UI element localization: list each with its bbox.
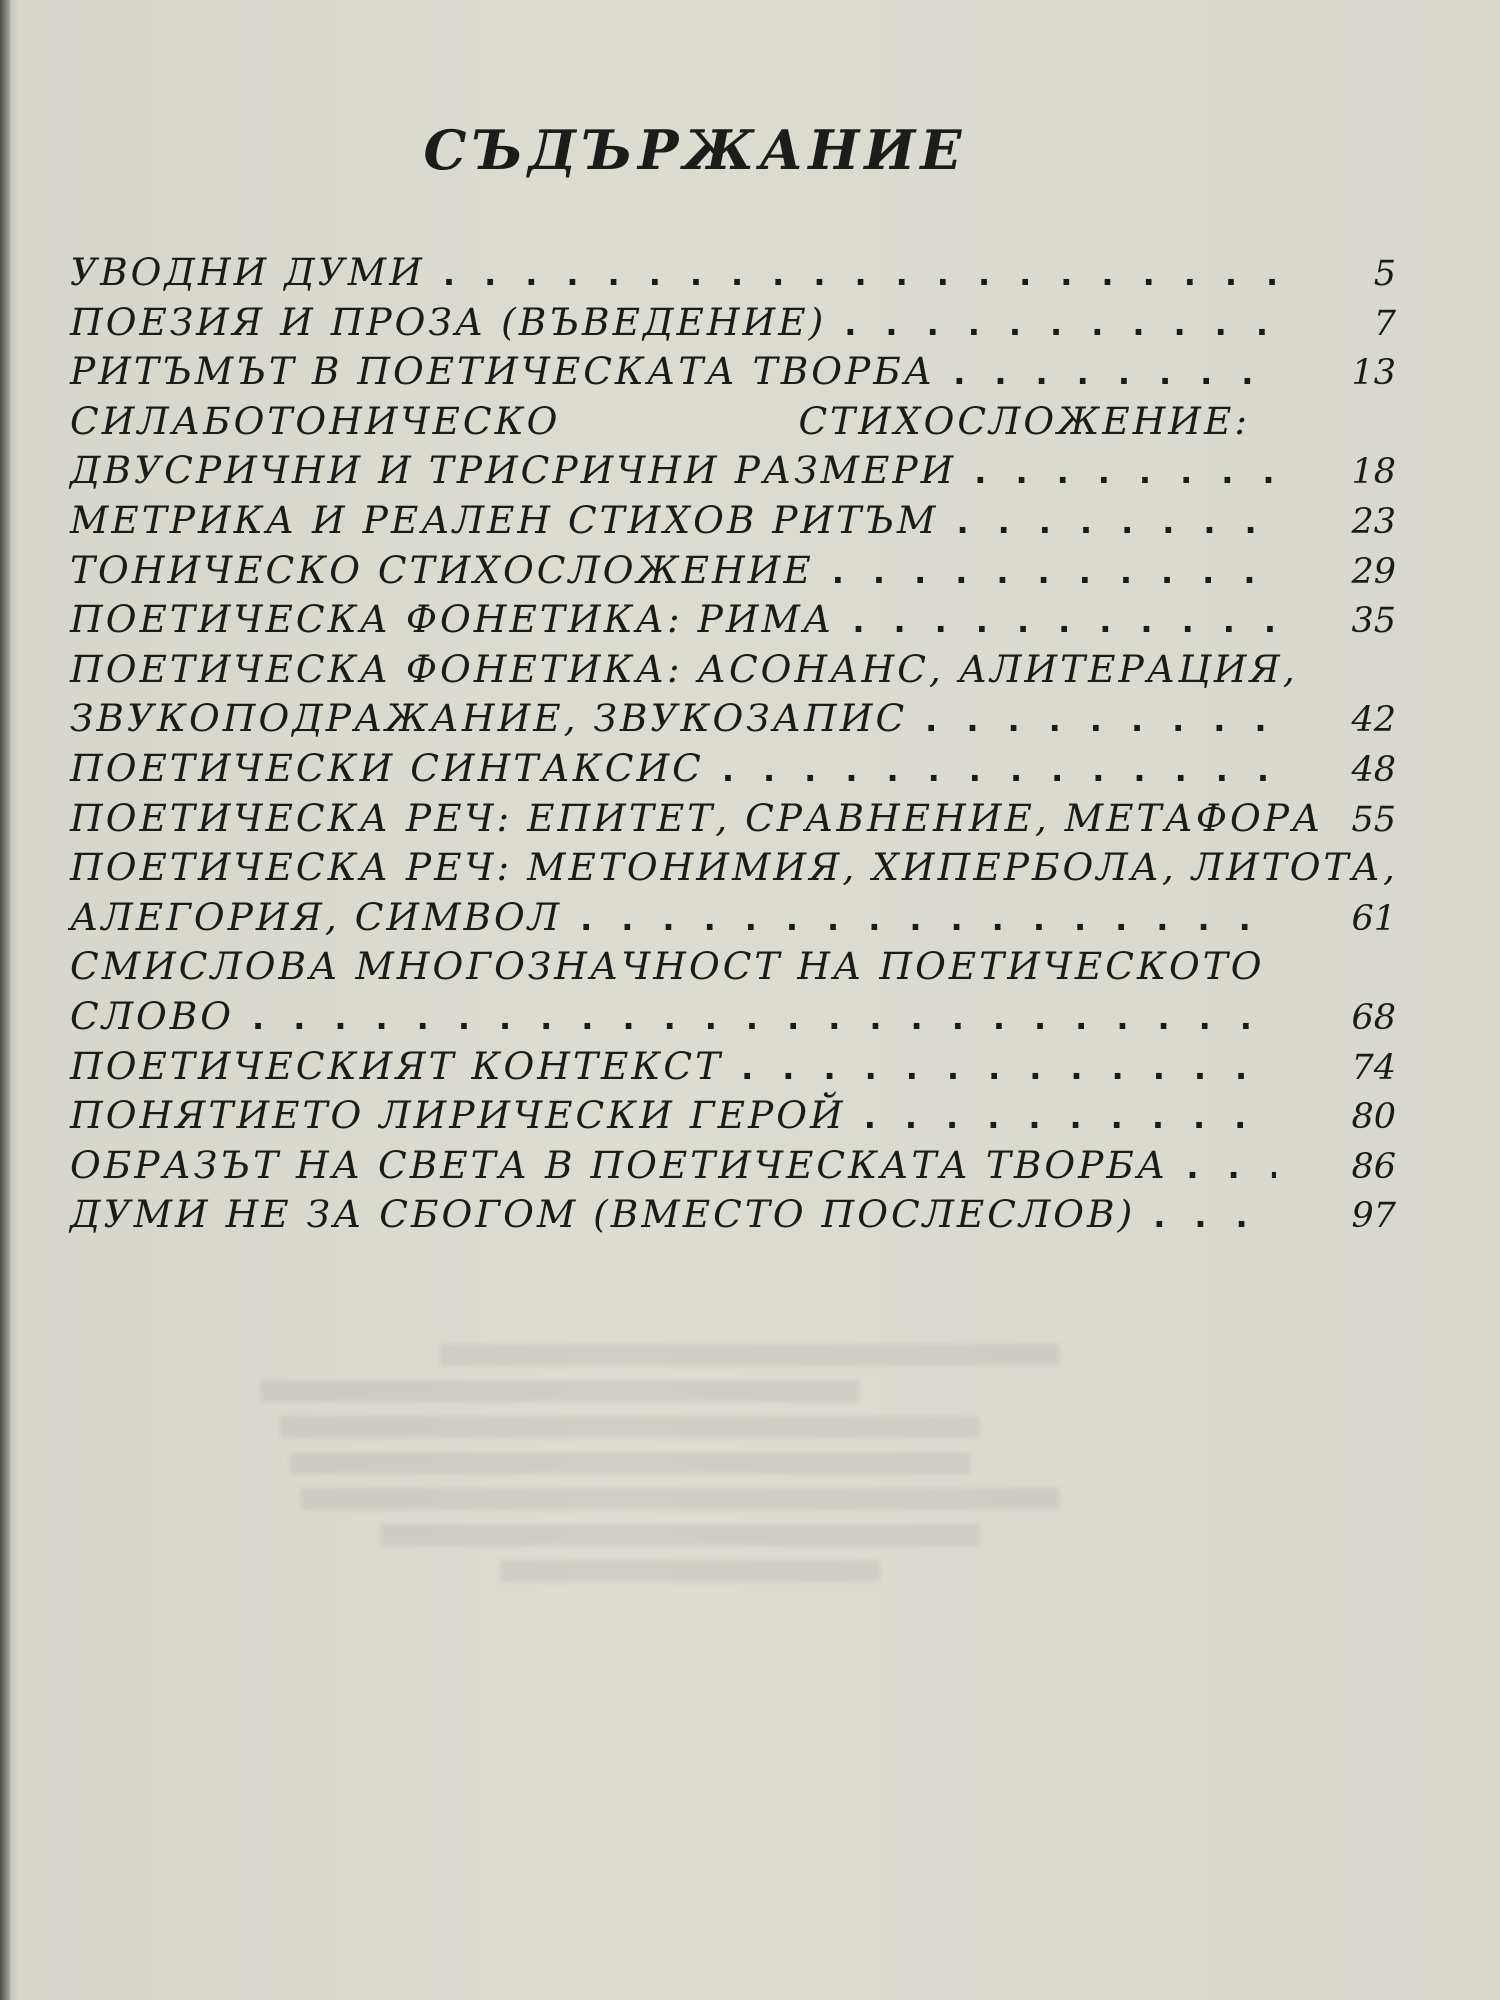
toc-entry [70, 843, 1400, 942]
toc-entry-title: ПОЕТИЧЕСКА ФОНЕТИКА: АСОНАНС, АЛИТЕРАЦИЯ, [70, 646, 1298, 691]
dot-leader [562, 895, 1276, 945]
toc-entry-title: УВОДНИ ДУМИ [70, 250, 425, 294]
toc-entry [70, 347, 1400, 397]
dot-leader [834, 597, 1276, 647]
toc-entry-title: ПОЕТИЧЕСКА РЕЧ: МЕТОНИМИЯ, ХИПЕРБОЛА, ЛИТОТА, [70, 845, 1398, 890]
dot-leader [826, 300, 1276, 350]
toc-line [70, 446, 1400, 496]
toc-entry-title: ПОНЯТИЕТО ЛИРИЧЕСКИ ГЕРОЙ [70, 1093, 846, 1138]
toc-line [70, 794, 1400, 844]
toc-line [70, 893, 1400, 943]
toc-entry-title: СЛОВО [70, 993, 235, 1038]
toc-entry-title: ДУМИ НЕ ЗА СБОГОМ (ВМЕСТО ПОСЛЕСЛОВ) [70, 1192, 1136, 1237]
page-number: 74 [1351, 1047, 1396, 1088]
toc-line [70, 248, 1400, 298]
toc-entry-title: ПОЕТИЧЕСКИ СИНТАКСИС [70, 745, 704, 790]
toc-entry-title: МЕТРИКА И РЕАЛЕН СТИХОВ РИТЪМ [70, 497, 939, 542]
toc-line [70, 744, 1400, 794]
page-number: 86 [1351, 1146, 1396, 1187]
dot-leader [234, 994, 1276, 1044]
table-of-contents [70, 248, 1400, 1240]
dot-leader [907, 696, 1276, 746]
page-number: 23 [1351, 501, 1396, 542]
toc-entry [70, 645, 1400, 744]
page-binding-shadow [0, 0, 10, 2000]
toc-line [70, 496, 1400, 546]
page-number: 48 [1351, 749, 1396, 790]
toc-entry-title: ЗВУКОПОДРАЖАНИЕ, ЗВУКОЗАПИС [70, 696, 908, 741]
toc-line [70, 843, 1400, 893]
dot-leader [1168, 1143, 1276, 1193]
page-number: 29 [1351, 551, 1396, 592]
toc-entry [70, 1190, 1400, 1240]
dot-leader [425, 250, 1276, 300]
page-number: 97 [1351, 1196, 1396, 1237]
toc-entry-title: СИЛАБОТОНИЧЕСКО СТИХОСЛОЖЕНИЕ: [70, 398, 1250, 443]
toc-entry [70, 942, 1400, 1041]
toc-entry [70, 496, 1400, 546]
page-number: 7 [1373, 303, 1396, 344]
toc-entry [70, 397, 1400, 496]
toc-line [70, 546, 1400, 596]
page-number: 68 [1351, 997, 1396, 1038]
dot-leader [846, 1093, 1276, 1143]
toc-line [70, 1141, 1400, 1191]
page-title: СЪДЪРЖАНИЕ [423, 118, 967, 183]
toc-entry [70, 1042, 1400, 1092]
page-number: 61 [1351, 898, 1396, 939]
dot-leader [814, 548, 1276, 598]
dot-leader [704, 746, 1276, 796]
toc-entry [70, 1141, 1400, 1191]
toc-entry-title: ПОЕТИЧЕСКА РЕЧ: ЕПИТЕТ, СРАВНЕНИЕ, МЕТАФОРА [70, 795, 1324, 840]
toc-line [70, 397, 1400, 447]
page-number: 80 [1351, 1097, 1396, 1138]
dot-leader [935, 349, 1276, 399]
toc-line [70, 992, 1400, 1042]
dot-leader [938, 498, 1276, 548]
toc-entry-title: ПОЕТИЧЕСКИЯТ КОНТЕКСТ [70, 1043, 724, 1088]
page-number: 13 [1351, 353, 1396, 394]
page-number: 5 [1373, 254, 1396, 294]
toc-entry-title: ДВУСРИЧНИ И ТРИСРИЧНИ РАЗМЕРИ [70, 448, 957, 493]
page-number: 55 [1351, 799, 1396, 840]
toc-line [70, 347, 1400, 397]
toc-entry [70, 794, 1400, 844]
toc-entry [70, 248, 1400, 298]
toc-entry [70, 595, 1400, 645]
toc-entry [70, 1091, 1400, 1141]
toc-entry-title: ТОНИЧЕСКО СТИХОСЛОЖЕНИЕ [70, 547, 814, 592]
page-number: 18 [1351, 452, 1396, 493]
toc-line [70, 942, 1400, 992]
toc-entry [70, 298, 1400, 348]
toc-entry [70, 744, 1400, 794]
toc-line [70, 595, 1400, 645]
toc-entry-title: АЛЕГОРИЯ, СИМВОЛ [70, 894, 563, 939]
toc-entry-title: РИТЪМЪТ В ПОЕТИЧЕСКАТА ТВОРБА [70, 349, 936, 394]
toc-line [70, 1042, 1400, 1092]
toc-entry [70, 546, 1400, 596]
toc-line [70, 1091, 1400, 1141]
toc-line [70, 298, 1400, 348]
toc-line [70, 1190, 1400, 1240]
page-number: 35 [1351, 601, 1396, 642]
toc-line [70, 645, 1400, 695]
toc-entry-title: ПОЕТИЧЕСКА ФОНЕТИКА: РИМА [70, 597, 835, 642]
dot-leader [956, 448, 1276, 498]
dot-leader [723, 1044, 1276, 1094]
dot-leader [1135, 1192, 1276, 1242]
toc-entry-title: ПОЕЗИЯ И ПРОЗА (ВЪВЕДЕНИЕ) [70, 299, 827, 344]
bleed-through-text [320, 1330, 1220, 1596]
toc-entry-title: СМИСЛОВА МНОГОЗНАЧНОСТ НА ПОЕТИЧЕСКОТО [70, 944, 1265, 989]
toc-line [70, 694, 1400, 744]
toc-entry-title: ОБРАЗЪТ НА СВЕТА В ПОЕТИЧЕСКАТА ТВОРБА [70, 1142, 1169, 1187]
page-number: 42 [1351, 700, 1396, 741]
